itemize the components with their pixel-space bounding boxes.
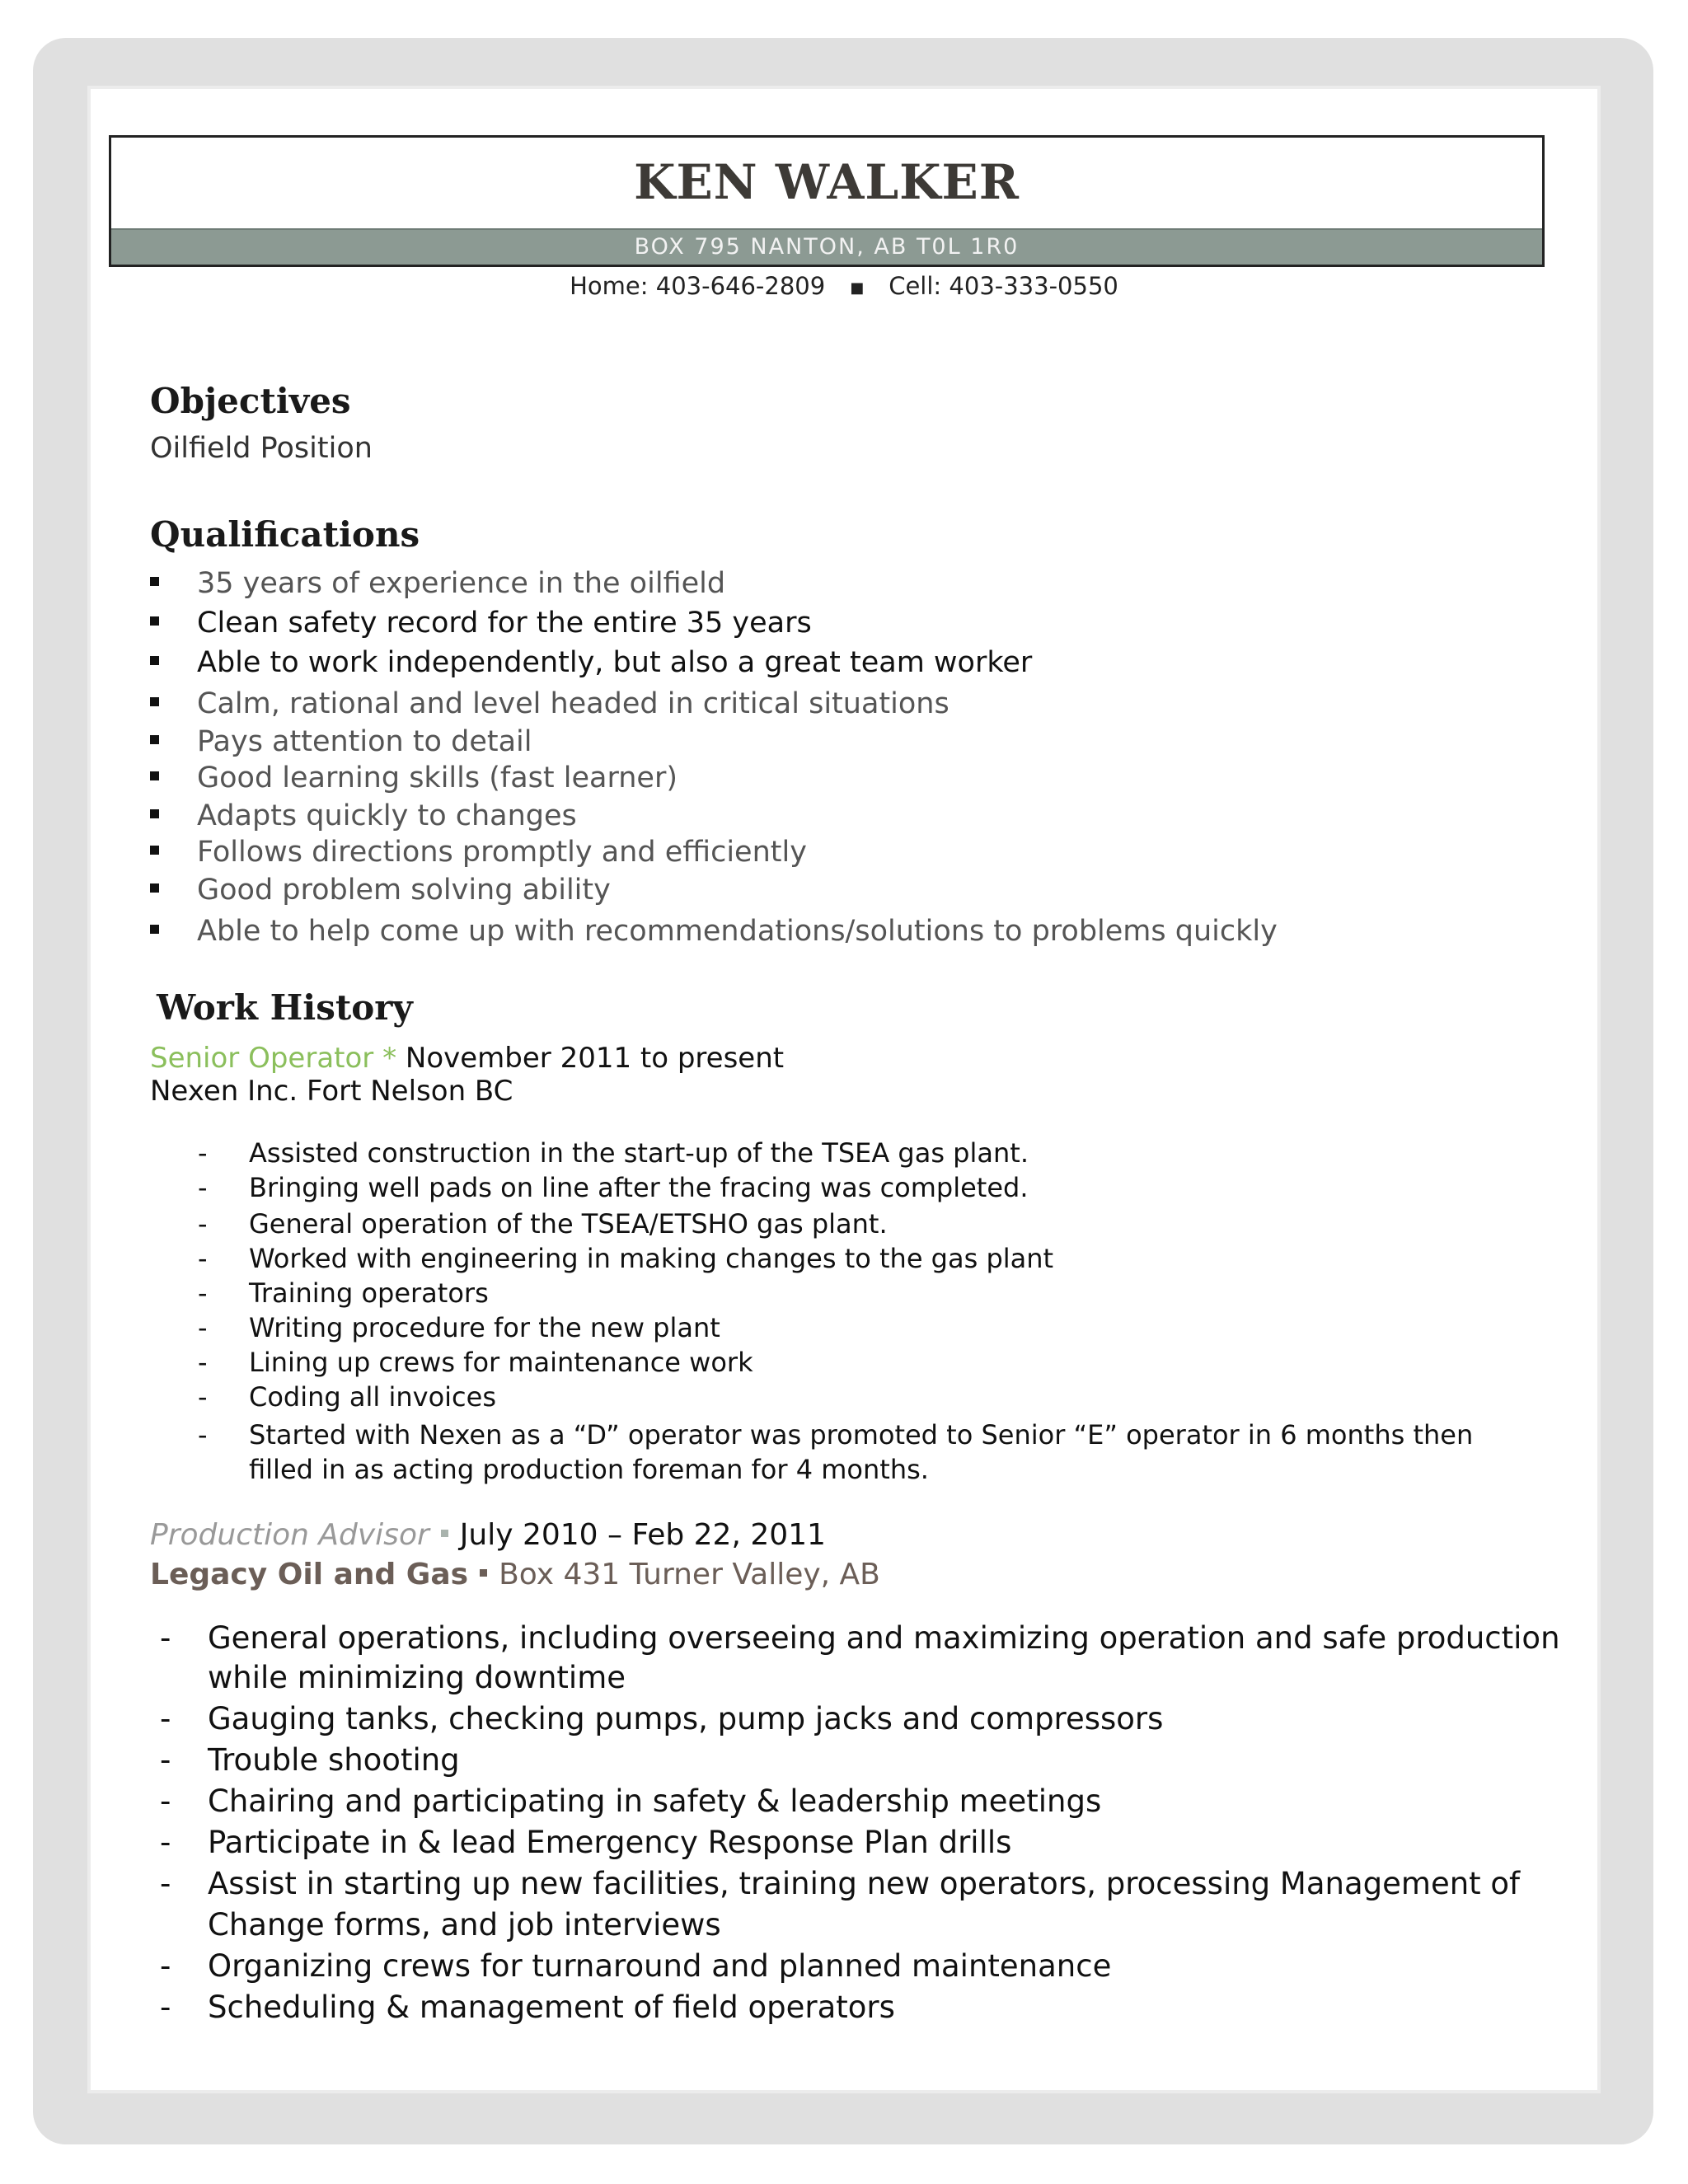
objectives-text: Oilfield Position (150, 432, 373, 465)
list-item: - Gauging tanks, checking pumps, pump jacks and compressors (160, 1701, 1164, 1736)
list-item: - Assist in starting up new facilities, training new operators, processing Management of (160, 1866, 1521, 1901)
address-bar: BOX 795 NANTON, AB T0L 1R0 (111, 228, 1542, 265)
list-item: Good problem solving ability (150, 874, 611, 907)
separator-icon (480, 1569, 487, 1577)
list-item: - Lining up crews for maintenance work (198, 1347, 753, 1378)
job2-company-line (150, 1558, 880, 1591)
list-item: - Started with Nexen as a “D” operator was promoted to Senior “E” operator in 6 months then (198, 1419, 1474, 1451)
bullet-icon (150, 883, 159, 893)
bullet-icon (150, 735, 159, 744)
list-item: - General operations, including overseeing and maximizing operation and safe production (160, 1620, 1560, 1656)
list-item: - Training operators (198, 1277, 489, 1309)
bullet-icon (150, 771, 159, 780)
bullet-icon (150, 577, 159, 586)
list-item: - Participate in & lead Emergency Response Plan drills (160, 1825, 1012, 1860)
bullet-icon (150, 846, 159, 855)
list-item: - Scheduling & management of field operators (160, 1990, 895, 2025)
job2-company-address: Box 431 Turner Valley, AB (499, 1558, 880, 1591)
job1-position: Senior Operator * (150, 1042, 397, 1075)
list-item: Follows directions promptly and efficiently (150, 836, 807, 869)
separator-icon (441, 1530, 448, 1537)
list-item: Able to help come up with recommendations/solutions to problems quickly (150, 915, 1278, 948)
list-item: - Worked with engineering in making changes to the gas plant (198, 1243, 1054, 1274)
list-item-continuation: while minimizing downtime (208, 1660, 626, 1695)
bullet-icon (150, 616, 159, 626)
contact-phones (0, 272, 1688, 300)
candidate-name: KEN WALKER (634, 154, 1020, 210)
list-item-continuation: Change forms, and job interviews (208, 1907, 721, 1943)
list-item: Clean safety record for the entire 35 years (150, 607, 812, 640)
list-item: - Coding all invoices (198, 1381, 496, 1413)
list-item: Pays attention to detail (150, 725, 532, 758)
list-item: Adapts quickly to changes (150, 799, 577, 832)
list-item: 35 years of experience in the oilfield (150, 567, 725, 600)
job2-company: Legacy Oil and Gas (150, 1558, 469, 1591)
job2-title-line (150, 1518, 826, 1552)
list-item: - Bringing well pads on line after the fracing was completed. (198, 1172, 1029, 1203)
work-history-heading: Work History (157, 987, 413, 1028)
cell-phone: Cell: 403-333-0550 (889, 272, 1118, 300)
list-item-continuation: filled in as acting production foreman for 4 months. (249, 1454, 929, 1485)
list-item: - Organizing crews for turnaround and planned maintenance (160, 1948, 1112, 1984)
job2-position: Production Advisor (150, 1518, 429, 1552)
home-phone: Home: 403-646-2809 (570, 272, 826, 300)
bullet-icon (150, 697, 159, 706)
job1-dates: November 2011 to present (405, 1042, 785, 1075)
list-item: Good learning skills (fast learner) (150, 762, 678, 794)
separator-icon: ■ (850, 279, 865, 297)
job1-company: Nexen Inc. Fort Nelson BC (150, 1075, 513, 1108)
bullet-icon (150, 809, 159, 818)
bullet-icon (150, 925, 159, 934)
list-item: - Trouble shooting (160, 1742, 460, 1778)
list-item: Calm, rational and level headed in critical situations (150, 687, 950, 720)
job1-title-line (150, 1042, 784, 1075)
list-item: - Assisted construction in the start-up of the TSEA gas plant. (198, 1137, 1029, 1169)
objectives-heading: Objectives (150, 381, 351, 421)
header-box (109, 135, 1545, 267)
job2-dates: July 2010 – Feb 22, 2011 (459, 1518, 826, 1552)
list-item: - Writing procedure for the new plant (198, 1312, 720, 1343)
list-item: Able to work independently, but also a great team worker (150, 646, 1032, 679)
list-item: - Chairing and participating in safety & leadership meetings (160, 1783, 1102, 1819)
bullet-icon (150, 656, 159, 665)
list-item: - General operation of the TSEA/ETSHO gas plant. (198, 1208, 888, 1240)
qualifications-heading: Qualifications (150, 514, 420, 555)
